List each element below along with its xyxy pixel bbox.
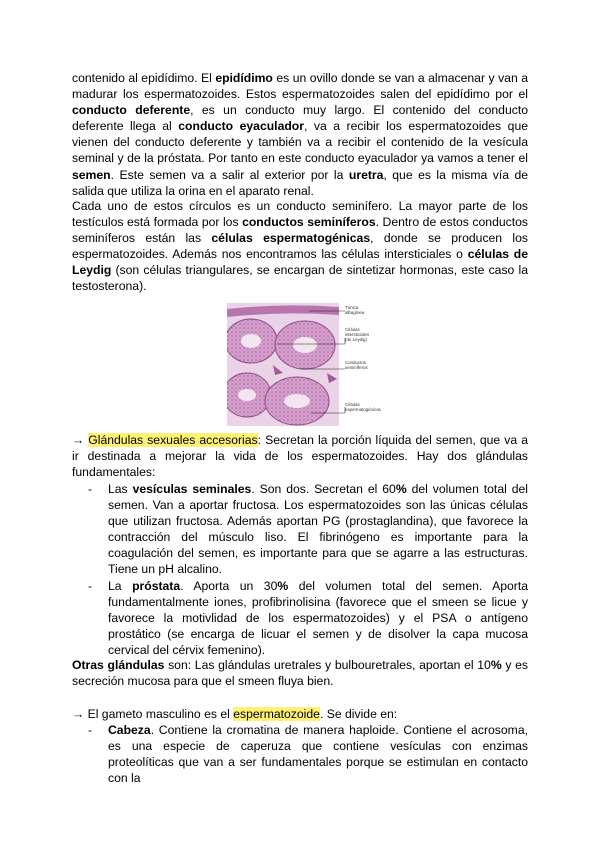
percent-sign: % [395, 482, 407, 496]
text-run: La [108, 578, 133, 593]
list-partes-espermatozoide [72, 722, 528, 786]
text-run: del volumen total del semen. Van a aportar fructosa. Los espermatozoides son las únicas células que utilizan fructosa. Además aportan PG (prostaglandina), que favorece la contracción del músculo liso. El fibrinógeno es importante para la coagulación del semen, es importante para que se agarre a las estructuras. Tiene un pH alcalino. [108, 482, 528, 577]
paragraph-glandulas-accesorias [72, 432, 528, 480]
paragraph-conductos-seminiferos [72, 198, 528, 295]
arrow-glyph: → [72, 433, 89, 447]
paragraph-epididimo [72, 70, 528, 199]
term-conductos-seminiferos: conductos seminíferos [242, 215, 376, 230]
caption-leydig: Células intersticiales (de Leydig) [345, 327, 370, 342]
text-run: . Aporta un 30 [180, 578, 278, 593]
term-conducto-deferente: conducto deferente [72, 103, 191, 118]
percent-sign: % [490, 658, 502, 672]
term-uretra: uretra [348, 167, 384, 182]
percent-sign: % [277, 578, 289, 593]
term-vesiculas-seminales: vesículas seminales [132, 482, 252, 496]
term-celulas-leydig: células de Leydig [72, 247, 528, 278]
text-run: es un ovillo donde se van a almacenar y van a madurar los espermatozoides. Estos espermatozoides salen del epidídimo por el [72, 71, 528, 102]
paragraph-gameto-masculino [72, 706, 528, 722]
term-cabeza: Cabeza [108, 723, 151, 737]
list-glandulas [72, 481, 528, 658]
term-prostata: próstata [132, 578, 181, 593]
text-run: , donde se producen los espermatozoides. Además nos encontramos las células intersticiales o [72, 231, 529, 262]
term-semen: semen [72, 167, 111, 182]
testis-histology-figure [227, 303, 381, 426]
text-run: son: Las glándulas uretrales y bulbouretrales, aportan el 10 [164, 658, 491, 672]
caption-espermatogenicas: Células espermatogénicas [345, 402, 381, 412]
term-celulas-espermatogenicas: células espermatogénicas [211, 231, 371, 246]
text-run: . Son dos. Secretan el 60 [251, 482, 396, 496]
term-epididimo: epidídimo [215, 71, 273, 85]
term-conducto-eyaculador: conducto eyaculador [178, 119, 304, 134]
text-run: del volumen total del semen. Aporta fundamentalmente iones, profibrinolisina (favorece que el smeen se licue y favorece la motivlidad de los espermatozoides) y el PSA o antígeno prostático (se encarga de licuar el semen y de disolver la capa mucosa cervical del cérvix femenino). [108, 578, 528, 657]
text-run: , va a recibir los espermatozoides que vienen del conducto deferente y también va a recibir el contenido de la vesícula seminal y de la próstata. Por tanto en este conducto eyaculador ya vamos a tener el [72, 119, 528, 166]
term-otras-glandulas: Otras glándulas [72, 658, 165, 672]
caption-tunica: Túnica albugínea [345, 305, 365, 315]
text-run: , que es la misma vía de salida que utiliza la orina en el aparato renal. [72, 167, 529, 198]
text-run: Cada uno de estos círculos es un conducto seminífero. La mayor parte de los testículos está formada por los [72, 199, 528, 230]
list-item-cabeza [72, 722, 528, 786]
text-run: . Se divide en: [319, 707, 398, 721]
text-run: Las [108, 482, 133, 496]
text-run: . Este semen va a salir al exterior por la [110, 167, 349, 182]
highlight-glandulas: Glándulas sexuales accesorias [88, 433, 258, 447]
text-run: . Contiene la cromatina de manera haploide. Contiene el acrosoma, es una especie de caperuza que contiene vesículas con enzimas proteolíticas que van a ser fundamentales porque se estimulan en contacto con la [108, 723, 528, 786]
caption-conductos: Conductos seminíferos [345, 360, 368, 370]
text-run: → El gameto masculino es el [72, 707, 234, 721]
text-run: contenido al epidídimo. El [72, 71, 216, 85]
paragraph-otras-glandulas [72, 657, 528, 689]
highlight-espermatozoide: espermatozoide [233, 707, 320, 721]
list-item-prostata [72, 578, 528, 658]
text-run: , es un conducto muy largo. El contenido del conducto deferente llega al [72, 103, 528, 134]
text-run: . Dentro de estos conductos seminíferos están las [72, 215, 528, 246]
text-run: (son células triangulares, se encargan de sintetizar hormonas, este caso la testosterona). [72, 263, 528, 294]
text-run: : Secretan la porción líquida del semen, que va a ir destinada a mejorar la vida de los espermatozoides. Hay dos glándulas fundamentales: [72, 433, 528, 480]
list-item-vesiculas [72, 481, 528, 578]
text-run: y es secreción mucosa para que el smeen fluya bien. [72, 658, 528, 689]
